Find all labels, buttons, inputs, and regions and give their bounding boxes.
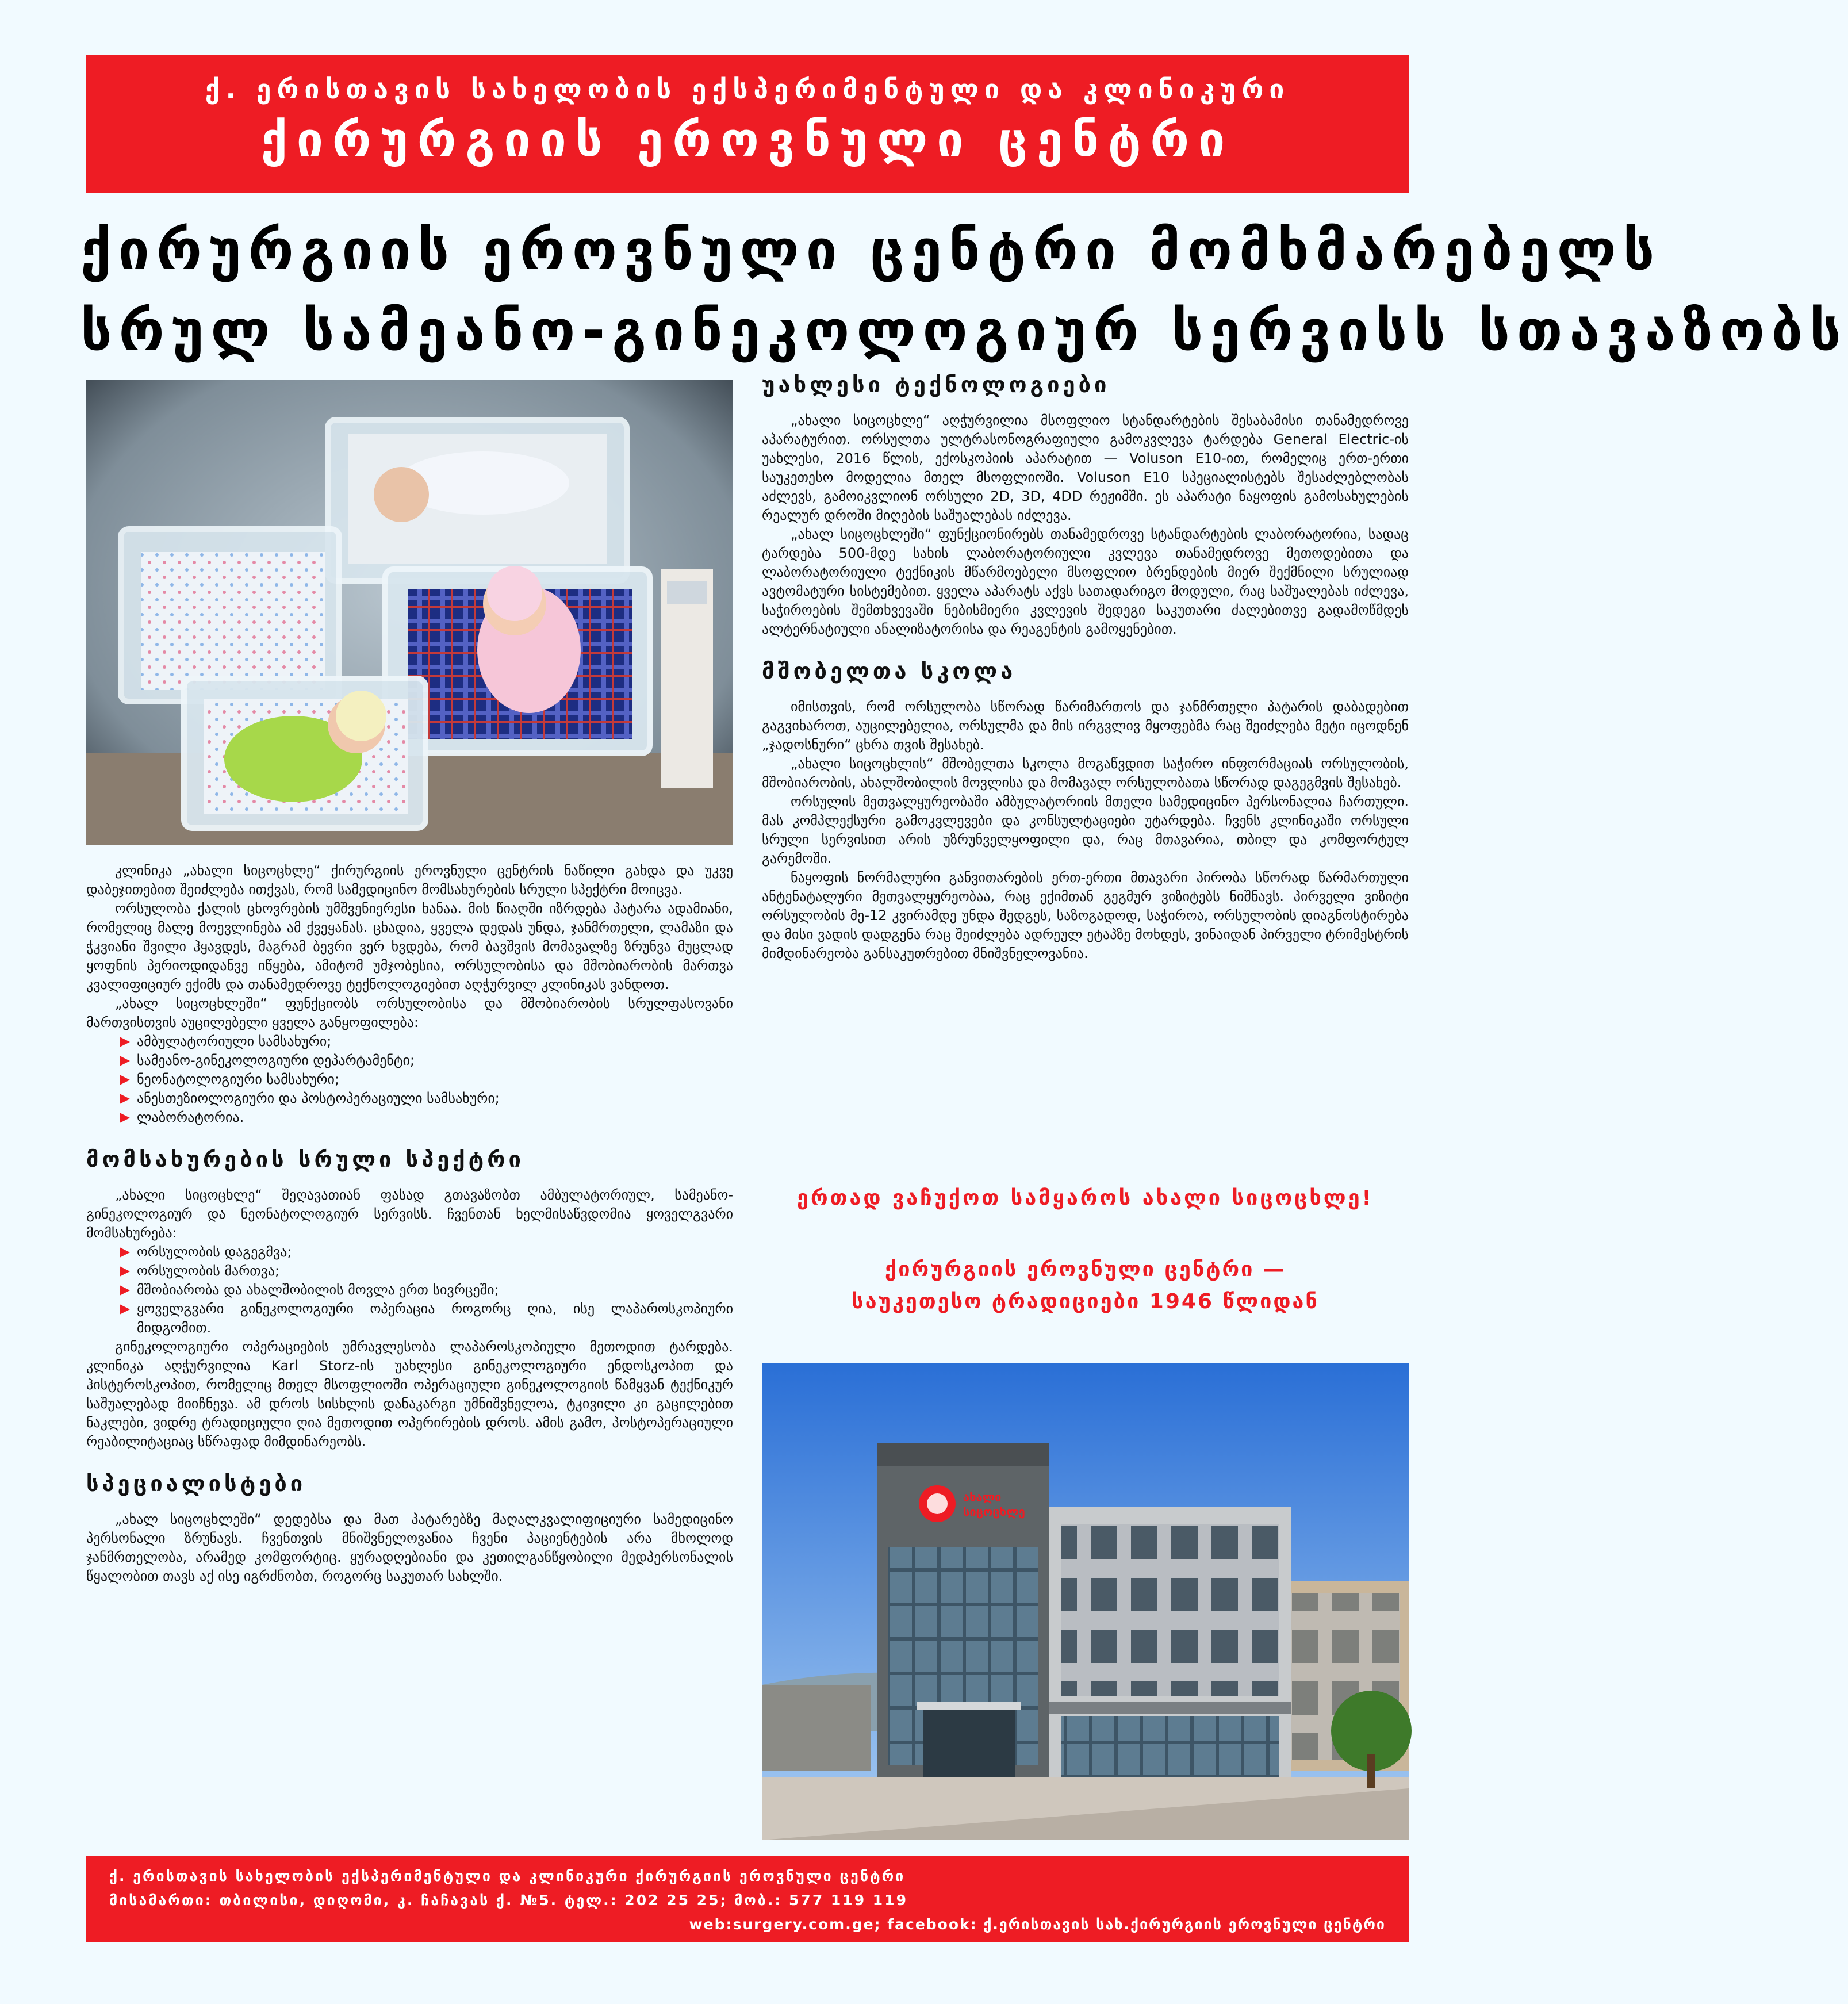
header-center-name: ქირურგიის ეროვნული ცენტრი (260, 113, 1234, 167)
parents-school-paragraph-4: ნაყოფის ნორმალური განვითარების ერთ-ერთი მთავარი პირობა სწორად წარმართული ანტენატალური მეთვალყურეობაა, რაც ექიმთან გეგმურ ვიზიტებს ნიშნავს. პირველი ვიზიტი ორსულობის მე-12 კვირამდე უნდა შედგეს, საზოგადოდ, საჭიროა, ორსულობის დიაგნოსტირება და მისი ვადის დადგენა რაც შეიძლება ადრეულ ეტაპზე მოხდეს, ვინაიდან პირველი ტრიმესტრის მიმდინარეობა განსაკუთრებით მნიშვნელოვანია. (762, 869, 1409, 961)
list-item: ნეონატოლოგიური სამსახური; (120, 1070, 733, 1089)
building-sign-line-1: ახალი (963, 1490, 1002, 1504)
services-intro: „ახალი სიცოცხლე“ შეღავათიან ფასად გთავაზობთ ამბულატორიულ, სამეანო-გინეკოლოგიურ და ნეონატოლოგიურ სერვისს. ჩვენთან ხელმისაწვდომია ყოველგვარი მომსახურება: (86, 1187, 733, 1241)
tagline-line-2: საუკეთესო ტრადიციები 1946 წლიდან (852, 1290, 1319, 1313)
technologies-paragraph-2: „ახალ სიცოცხლეში“ ფუნქციონირებს თანამედროვე სტანდარტების ლაბორატორია, სადაც ტარდება 500-მდე სახის ლაბორატორიული კვლევა თანამედროვე მეთოდებითა და ლაბორატორიული ტექნიკის მწარმოებელი მსოფლიო ბრენდების მიერ შექმნილი სრულიად ავტომატური სისტემებით. ყველა აპარატს აქვს სათადარიგო მოდული, რაც საშუალებას იძლევა, საჭიროების შემთხვევაში ნებისმიერი კვლევის შედეგი საკუთარი ძალებითვე გადამოწმდეს ალტერნატიული ანალიზატორისა და რეაგენტის გამოყენებით. (762, 526, 1409, 637)
bassinet-back (328, 420, 627, 581)
tagline (762, 1254, 1409, 1318)
clinic-building-photo (762, 1363, 1409, 1840)
list-item: მშობიარობა და ახალშობილის მოვლა ერთ სივრცეში; (120, 1281, 733, 1300)
slogan: ერთად ვაჩუქოთ სამყაროს ახალი სიცოცხლე! (797, 1186, 1374, 1210)
right-column (762, 371, 1409, 963)
services-list (86, 1243, 733, 1338)
list-item: სამეანო-გინეკოლოგიური დეპარტამენტი; (120, 1051, 733, 1070)
list-item: ამბულატორიული სამსახური; (120, 1032, 733, 1051)
departments-list (86, 1032, 733, 1127)
list-item: ლაბორატორია. (120, 1108, 733, 1127)
departments-intro: „ახალ სიცოცხლეში“ ფუნქციობს ორსულობისა და მშობიარობის სრულფასოვანი მართვისთვის აუცილებელი ყველა განყოფილება: (86, 995, 733, 1030)
parents-school-heading: მშობელთა სკოლა (762, 658, 1017, 684)
footer-address: მისამართი: თბილისი, დიღომი, კ. ჩაჩავას ქ. №5. ტელ.: 202 25 25; მობ.: 577 119 119 (109, 1892, 908, 1909)
page-title-line-2: სრულ სამეანო-გინეკოლოგიურ სერვისს სთავაზობს (80, 298, 1848, 363)
tagline-line-1: ქირურგიის ეროვნული ცენტრი — (885, 1258, 1286, 1281)
parents-school-paragraph-2: „ახალი სიცოცხლის“ მშობელთა სკოლა მოგაწვდით საჭირო ინფორმაციას ორსულობის, მშობიარობის, ახალშობილის მოვლისა და მომავალ ორსულობათა სწორად დაგეგმვის შესახებ. (762, 756, 1409, 791)
pregnancy-paragraph: ორსულობა ქალის ცხოვრების უმშვენიერესი ხანაა. მის წიაღში იზრდება პატარა ადამიანი, რომელიც მალე მოევლინება ამ ქვეყანას. ცხადია, ყველა დედას უნდა, ჯანმრთელი, ლამაზი და ჭკვიანი შვილი ჰყავდეს, მაგრამ ბევრი ვერ ხვდება, რომ ბავშვის მომავალზე ზრუნვა მუცლად ყოფნის პერიოდიდანვე იწყება, ამიტომ უმჯობესია, ორსულობისა და მშობიარობის მართვა კვალიფიციურ ექიმს და თანამედროვე ტექნოლოგიებით აღჭურვილ კლინიკას ვანდოთ. (86, 901, 733, 993)
newborns-photo (86, 380, 733, 845)
footer-banner (86, 1856, 1409, 1942)
footer-web-links: web:surgery.com.ge; facebook: ქ.ერისთავის სახ.ქირურგიის ეროვნული ცენტრი (689, 1916, 1386, 1933)
bassinet-front (184, 679, 425, 828)
building-sign-line-2: სიცოცხლე (963, 1505, 1025, 1519)
list-item: ორსულობის დაგეგმვა; (120, 1243, 733, 1262)
technologies-paragraph-1: „ახალი სიცოცხლე“ აღჭურვილია მსოფლიო სტანდარტების შესაბამისი თანამედროვე აპარატურით. ორსულთა ულტრასონოგრაფიული გამოკვლევა ტარდება General Electric-ის უახლესი, 2016 წლის, ექოსკოპიის აპარატით — Voluson E10-ით, რომელიც ერთ-ერთი საუკეთესო მოდელია მთელ მსოფლიოში. Voluson E10 სპეციალისტებს შესაძლებლობას აძლევს, გამოიკვლიონ ორსული 2D, 3D, 4DD რეჟიმში. ეს აპარატი ნაყოფის გამოსახულების რეალურ დროში მიღების საშუალებას იძლევა. (762, 412, 1409, 523)
intro-paragraph: კლინიკა „ახალი სიცოცხლე“ ქირურგიის ეროვნული ცენტრის ნაწილი გახდა და უკვე დაბეჯითებით შეიძლება ითქვას, რომ სამედიცინო მომსახურების სრული სპექტრი მოიცვა. (86, 863, 733, 898)
specialists-heading: სპეციალისტები (86, 1471, 306, 1496)
header-banner (86, 55, 1409, 193)
header-institution-line: ქ. ერისთავის სახელობის ექსპერიმენტული და კლინიკური (205, 74, 1290, 105)
page-title-line-1: ქირურგიის ეროვნული ცენტრი მომხმარებელს (80, 218, 1662, 282)
list-item: ორსულობის მართვა; (120, 1262, 733, 1281)
technologies-heading: უახლესი ტექნოლოგიები (762, 372, 1110, 397)
footer-institution: ქ. ერისთავის სახელობის ექსპერიმენტული და კლინიკური ქირურგიის ეროვნული ცენტრი (109, 1868, 906, 1884)
services-heading: მომსახურების სრული სპექტრი (86, 1147, 524, 1172)
laparoscopy-paragraph: გინეკოლოგიური ოპერაციების უმრავლესობა ლაპაროსკოპიული მეთოდით ტარდება. კლინიკა აღჭურვილია Karl Storz-ის უახლესი გინეკოლოგიური ენდოსკოპით და ჰისტეროსკოპით, რომელიც მთელ მსოფლიოში ოპერაციული გინეკოლოგიის წამყვან ტექნიკურ საშუალებად მიიჩნევა. ამ დროს სისხლის დანაკარგი უმნიშვნელოა, ტკივილი კი გაცილებით ნაკლები, ვიდრე ტრადიციული ღია მეთოდით ოპერირების დროს. ამის გამო, პოსტოპერაციული რეაბილიტაციაც სწრაფად მიმდინარეობს. (86, 1339, 733, 1450)
parents-school-paragraph-1: იმისთვის, რომ ორსულობა სწორად წარიმართოს და ჯანმრთელი პატარის დაბადებით გაგვიხაროთ, აუცილებელია, ორსულმა და მის ირგვლივ მყოფებმა რაც შეიძლება მეტი იცოდნენ „ჯადოსნური“ ცხრა თვის შესახებ. (762, 699, 1409, 753)
page-title (80, 210, 1848, 371)
parents-school-paragraph-3: ორსულის მეთვალყურეობაში ამბულატორიის მთელი სამედიცინო პერსონალია ჩართული. მას კომპლექსური გამოკვლევები და კონსულტაციები უტარდება. ჩვენს კლინიკაში ორსული სრული სერვისით არის უზრუნველყოფილი და, რაც მთავარია, თბილ და კომფორტულ გარემოში. (762, 794, 1409, 867)
list-item: ანესთეზიოლოგიური და პოსტოპერაციული სამსახური; (120, 1089, 733, 1108)
specialists-paragraph: „ახალ სიცოცხლეში“ დედებსა და მათ პატარებზე მაღალკვალიფიციური სამედიცინო პერსონალი ზრუნავს. ჩვენთვის მნიშვნელოვანია ჩვენი პაციენტების არა მხოლოდ ჯანმრთელობა, არამედ კომფორტიც. ყურადღებიანი და კეთილგანწყობილი მედპერსონალის წყალობით თავს აქ ისე იგრძნობთ, როგორც საკუთარ სახლში. (86, 1511, 733, 1584)
left-column (86, 861, 733, 1586)
list-item: ყოველგვარი გინეკოლოგიური ოპერაცია როგორც ღია, ისე ლაპაროსკოპიური მიდგომით. (120, 1300, 733, 1338)
